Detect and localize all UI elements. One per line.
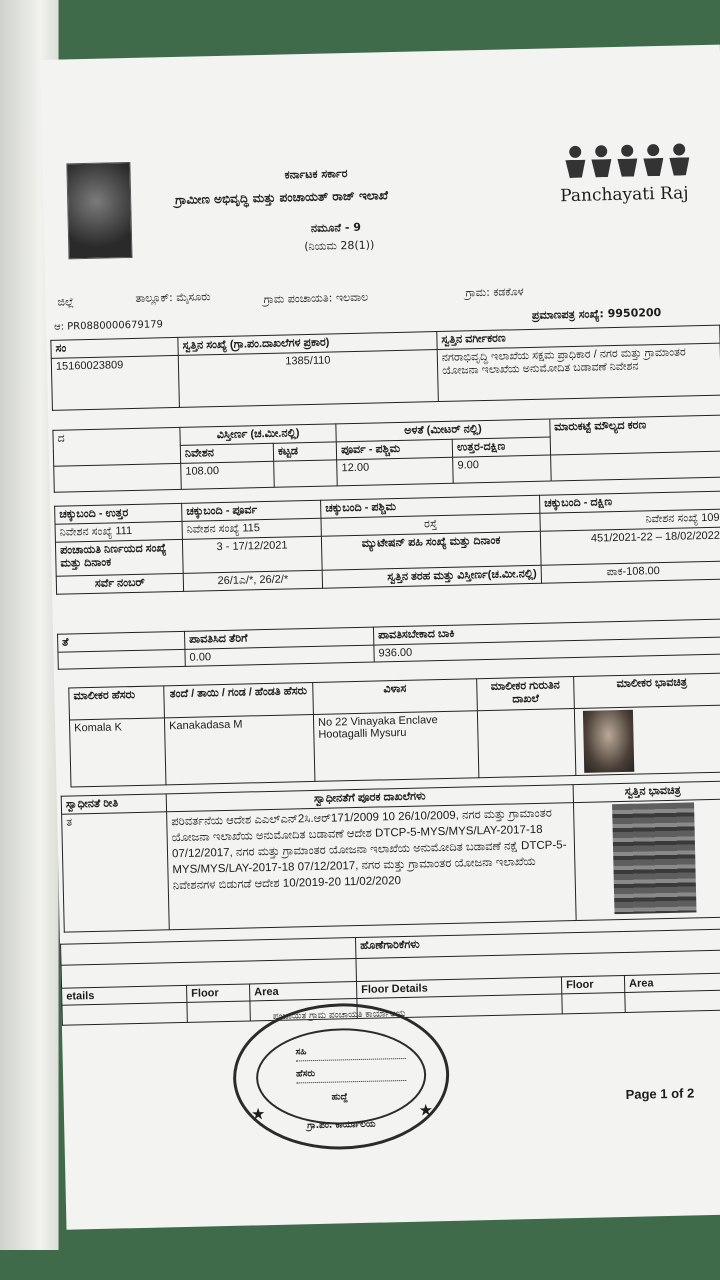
acquisition-docs-value: ಪರಿವರ್ತನೆಯ ಆದೇಶ ಎಎಲ್‌ಎನ್2ಸಿ.ಆರ್171/2009 10 26/10/2009, ನಗರ ಮತ್ತು ಗ್ರಾಮಾಂತರ ಯೋಜನಾ ಇಲಾಖೆಯ ಅನುಮೋದಿತ ಬಡಾವಣೆ ಆದೇಶ DTCP-5-MYS/MYS/LAY-2017-18 07/12/2017, ನಗರ ಮತ್ತು ಗ್ರಾಮಾಂತರ ಯೋಜನಾ ಇಲಾಖೆಯ ಅನುಮೋದಿತ ಬಡಾವಣೆ ನಕ್ಷೆ DTCP-5-MYS/MYS/LAY-2017-18 07/12/2017, ನಗರ ಮತ್ತು ಗ್ರಾಮಾಂತರ ಯೋಜನಾ ಇಲಾಖೆಯ ನಿವೇಶನಗಳ ಬಿಡುಗಡೆ ಆದೇಶ 10/2019-20 11/02/2020 — [167, 803, 577, 930]
tax-paid-value: 0.00 — [185, 645, 374, 666]
east-header: ಚಕ್ಕುಬಂದಿ - ಪೂರ್ವ — [182, 500, 321, 521]
property-type-label: ಸ್ವತ್ತಿನ ತರಹ ಮತ್ತು ವಿಸ್ತೀರ್ಣ(ಚ.ಮೀ.ನಲ್ಲಿ) — [322, 565, 541, 588]
floor-label-2: Floor — [561, 975, 624, 993]
area-label: Area — [250, 982, 357, 1001]
classification-header: ಸ್ವತ್ತಿನ ವರ್ಗೀಕರಣ — [437, 325, 720, 349]
seal-name-label: ಹೆಸರು — [295, 1069, 316, 1080]
father-name-value: Kanakadasa M — [164, 714, 314, 784]
classification-value: ನಗರಾಭಿವೃದ್ಧಿ ಇಲಾಖೆಯ ಸಕ್ಷಮ ಪ್ರಾಧಿಕಾರ / ನಗರ ಮತ್ತು ಗ್ರಾಮಾಂತರ ಯೋಜನಾ ಇಲಾಖೆಯ ಅನುಮೋದಿತ ಬಡಾವಣೆ ನಿವೇಶನ — [437, 343, 720, 401]
property-no-value: 1385/110 — [178, 350, 438, 408]
tax-paid-header: ಪಾವತಿಸಿದ ತೆರಿಗೆ — [185, 627, 374, 649]
site-area-value: 108.00 — [181, 461, 275, 489]
dimension-row-label: ದ — [53, 427, 181, 466]
village: ಗ್ರಾಮ: ಕಡಕೊಳ — [465, 285, 524, 300]
survey-value: 26/1ಎ/*, 26/2/* — [183, 570, 322, 591]
east-west-label: ಪೂರ್ವ - ಪಶ್ಚಿಮ — [337, 439, 453, 460]
floor-details-label: Floor Details — [356, 977, 561, 999]
address-line-2: Hootagalli Mysuru — [318, 726, 407, 741]
resolution-value: 3 - 17/12/2021 — [182, 536, 322, 573]
mutation-label: ಮ್ಯುಟೇಷನ್ ಪಹಿ ಸಂಖ್ಯೆ ಮತ್ತು ದಿನಾಂಕ — [321, 531, 541, 570]
certificate-number: ಪ್ರಮಾಣಪತ್ರ ಸಂಖ್ಯೆ: 9950200 — [531, 305, 662, 322]
property-no-header: ಸ್ವತ್ತಿನ ಸಂಖ್ಯೆ (ಗ್ರಾ.ಪಂ.ದಾಖಲೆಗಳ ಪ್ರಕಾರ) — [178, 332, 437, 356]
seal-designation-label: ಹುದ್ದೆ — [331, 1092, 348, 1103]
address-header: ವಿಳಾಸ — [313, 679, 478, 715]
mutation-value: 451/2021-22 – 18/02/2022 — [540, 527, 720, 565]
south-value: ನಿವೇಶನ ಸಂಖ್ಯೆ 109 — [540, 509, 720, 531]
form-name: ನಮೂನೆ - 9 — [310, 220, 362, 235]
building-label: ಕಟ್ಟಡ — [273, 442, 337, 461]
seal-sign-label: ಸಹಿ — [295, 1047, 307, 1058]
dimensions-table — [52, 415, 720, 493]
acquisition-mode-value: ತ — [62, 812, 170, 932]
resolution-label: ಪಂಚಾಯತಿ ನಿರ್ಣಯದ ಸಂಖ್ಯೆ ಮತ್ತು ದಿನಾಂಕ — [55, 539, 183, 576]
logo-text: Panchayati Raj — [559, 183, 689, 207]
west-header: ಚಕ್ಕುಬಂದಿ - ಪಶ್ಚಿಮ — [321, 495, 540, 518]
north-value: ನಿವೇಶನ ಸಂಖ್ಯೆ 111 — [55, 521, 182, 542]
state-emblem-icon — [66, 162, 132, 259]
south-header: ಚಕ್ಕುಬಂದಿ - ದಕ್ಷಿಣ — [540, 491, 720, 513]
east-value: ನಿವೇಶನ ಸಂಖ್ಯೆ 115 — [182, 518, 321, 539]
people-icon — [565, 143, 710, 180]
owner-name-header: ಮಾಲೀಕರ ಹೆಸರು — [69, 686, 165, 720]
floor-label: Floor — [187, 984, 250, 1002]
rule-ref: (ನಿಯಮ 28(1)) — [304, 238, 375, 254]
owner-table — [68, 673, 720, 788]
govt-title: ಕರ್ನಾಟಕ ಸರ್ಕಾರ — [284, 167, 348, 182]
tax-row-label: ತೆ — [58, 631, 185, 652]
property-photo-header: ಸ್ವತ್ತಿನ ಭಾವಚಿತ್ರ — [573, 781, 720, 803]
star-icon: ★ — [250, 1104, 266, 1124]
page-number: Page 1 of 2 — [625, 1085, 695, 1102]
address-line-1: No 22 Vinayaka Enclave — [317, 714, 438, 729]
details-label: etails — [62, 985, 187, 1005]
property-photo — [612, 802, 696, 914]
panchayat: ಗ್ರಾಮ ಪಂಚಾಯತಿ: ಇಲವಾಲ — [263, 290, 369, 306]
site-label: ನಿವೇಶನ — [180, 443, 273, 463]
owner-id-header: ಮಾಲೀಕರ ಗುರುತಿನ ದಾಖಲೆ — [477, 677, 575, 711]
owner-photo — [583, 710, 634, 773]
dept-title: ಗ್ರಾಮೀಣ ಅಭಿವೃದ್ಧಿ ಮತ್ತು ಪಂಚಾಯತ್ ರಾಜ್ ಇಲಾಖೆ — [175, 188, 389, 207]
liabilities-header: ಹೊಣೆಗಾರಿಕೆಗಳು — [355, 929, 720, 959]
property-id-value: 15160023809 — [51, 355, 179, 410]
seal-bottom-text: ಗ್ರಾ.ಪಂ. ಕಾರ್ಯಾಲಯ — [307, 1119, 376, 1132]
area-label-2: Area — [624, 973, 720, 993]
market-value-header: ಮಾರುಕಟ್ಟೆ ಮೌಲ್ಯದ ಕರಣ — [549, 415, 720, 455]
property-id: ಆ: PR0880000679179 — [53, 319, 164, 333]
seal-ring-text: ಪಂಚಾಯತ ಗ್ರಾಮ ಪಂಚಾಯತಿ ಕಾರ್ಯಾಲಯ — [272, 1008, 406, 1022]
west-value: ರಸ್ತೆ — [321, 513, 540, 536]
tax-due-value: 936.00 — [374, 637, 720, 662]
father-name-header: ತಂದೆ / ತಾಯಿ / ಗಂಡ / ಹೆಂಡತಿ ಹೆಸರು — [164, 682, 314, 717]
acquisition-mode-header: ಸ್ವಾಧೀನತೆ ರೀತಿ — [61, 794, 166, 814]
north-south-label: ಉತ್ತರ-ದಕ್ಷಿಣ — [452, 437, 550, 457]
north-header: ಚಕ್ಕುಬಂದಿ - ಉತ್ತರ — [55, 503, 182, 524]
district-label: ಜಿಲ್ಲೆ — [57, 295, 74, 309]
area-header: ವಿಸ್ತೀರ್ಣ (ಚ.ಮೀ.ನಲ್ಲಿ) — [180, 424, 337, 446]
size-header: ಅಳತೆ (ಮೀಟರ್ ನಲ್ಲಿ) — [336, 419, 550, 442]
document-page — [40, 45, 720, 1230]
survey-label: ಸರ್ವೆ ನಂಬರ್ — [56, 573, 183, 594]
star-icon: ★ — [418, 1100, 434, 1120]
acquisition-docs-header: ಸ್ವಾಧೀನತೆಗೆ ಪೂರಕ ದಾಖಲೆಗಳು — [166, 785, 573, 812]
east-west-value: 12.00 — [337, 457, 453, 486]
taluk: ತಾಲ್ಲೂಕ್: ಮೈಸೂರು — [135, 290, 211, 305]
tax-table — [57, 619, 720, 670]
panchayati-raj-logo — [559, 143, 711, 236]
property-table — [50, 325, 720, 411]
address-value — [313, 711, 478, 782]
sl-header: ಸಂ — [51, 337, 178, 358]
boundaries-table — [54, 491, 720, 595]
property-type-value: ಪಾಕ-108.00 — [541, 561, 720, 583]
acquisition-table — [61, 780, 720, 932]
owner-photo-header: ಮಾಲೀಕರ ಭಾವಚಿತ್ರ — [574, 673, 720, 709]
panchayat-seal-stamp — [232, 1001, 451, 1152]
north-south-value: 9.00 — [453, 455, 551, 483]
tax-due-header: ಪಾವತಿಸಬೇಕಾದ ಬಾಕಿ — [373, 619, 720, 645]
owner-name-value: Komala K — [69, 718, 165, 787]
